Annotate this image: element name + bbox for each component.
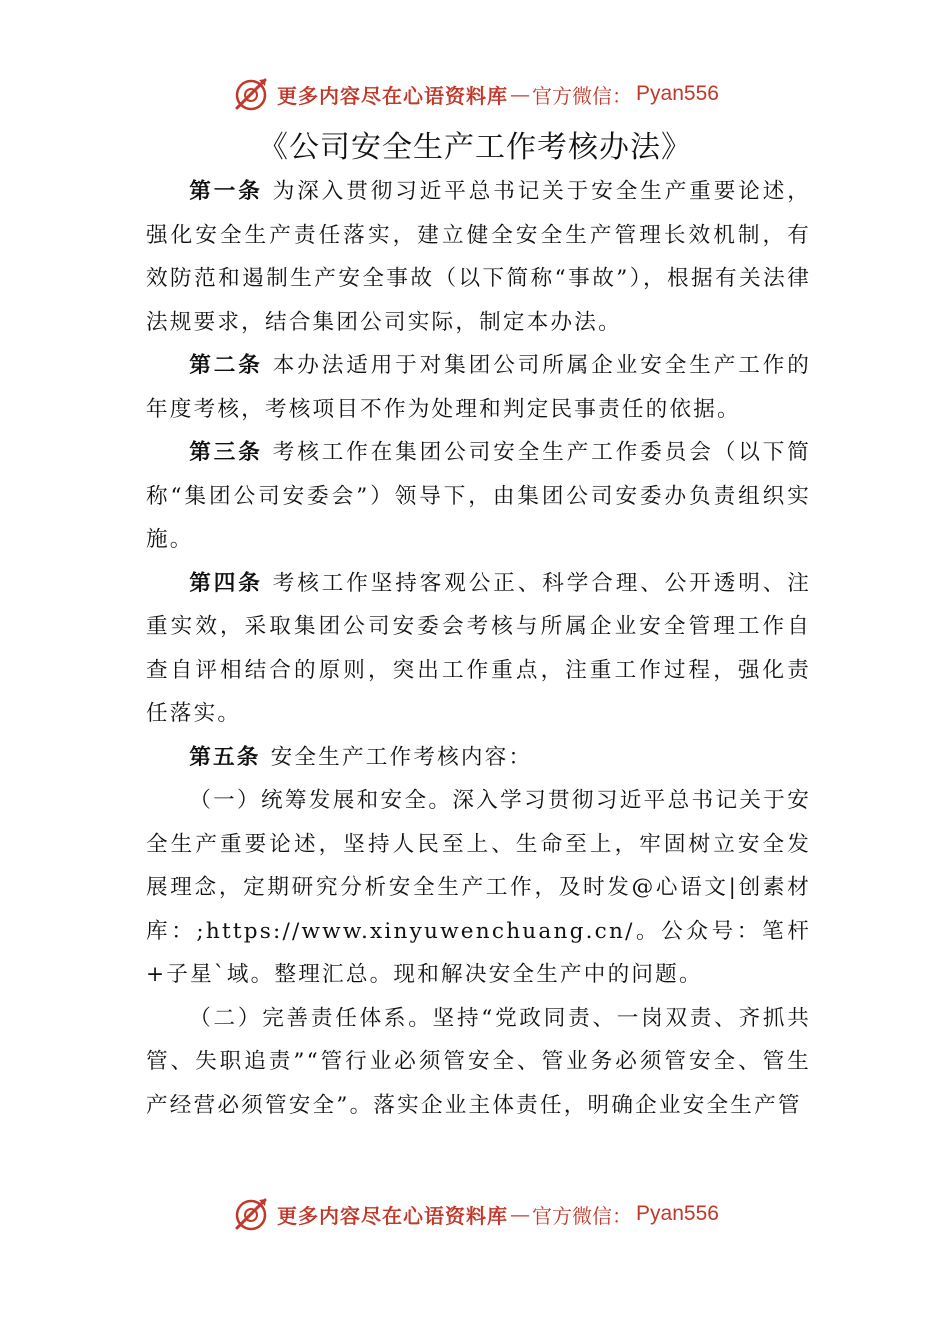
clause-2 bbox=[146, 997, 811, 1128]
banner-wechat-label: 官方微信： bbox=[532, 83, 633, 108]
article-text: 考核工作坚持客观公正、科学合理、公开透明、注重实效，采取集团公司安委会考核与所属企业安全管理工作自查自评相结合的原则，突出工作重点，注重工作过程，强化责任落实。 bbox=[146, 570, 812, 726]
article-label: 第一条 bbox=[189, 179, 263, 204]
article-5 bbox=[146, 736, 811, 780]
article-label: 第二条 bbox=[189, 353, 263, 378]
article-3 bbox=[146, 431, 811, 562]
header-banner bbox=[0, 70, 950, 118]
banner-wechat-id: Pyan556 bbox=[636, 82, 719, 105]
logo-icon bbox=[231, 74, 271, 114]
article-1 bbox=[146, 170, 811, 344]
banner-text: 更多内容尽在心语资料库 bbox=[277, 1203, 509, 1228]
document-title: 《公司安全生产工作考核办法》 bbox=[258, 130, 692, 165]
article-label: 第五条 bbox=[189, 744, 261, 770]
article-label: 第三条 bbox=[189, 440, 263, 465]
clause-1 bbox=[146, 779, 811, 997]
banner-wechat-id: Pyan556 bbox=[636, 1202, 719, 1225]
banner-wechat-label: 官方微信： bbox=[532, 1203, 633, 1228]
banner-separator: — bbox=[510, 82, 531, 106]
article-text: 安全生产工作考核内容： bbox=[270, 744, 533, 770]
article-label: 第四条 bbox=[189, 570, 263, 596]
banner-separator: — bbox=[510, 1202, 531, 1226]
article-text: 本办法适用于对集团公司所属企业安全生产工作的年度考核，考核项目不作为处理和判定民事责任的依据。 bbox=[146, 353, 812, 422]
footer-banner bbox=[0, 1190, 950, 1238]
article-text: 考核工作在集团公司安全生产工作委员会（以下简称“集团公司安委会”）领导下，由集团公司安委办负责组织实施。 bbox=[146, 440, 812, 552]
article-2 bbox=[146, 344, 811, 431]
clause-text: （一）统筹发展和安全。深入学习贯彻习近平总书记关于安全生产重要论述，坚持人民至上、生命至上，牢固树立安全发展理念，定期研究分析安全生产工作，及时发@心语文|创素材库：;https://www.xinyuwenchuang.cn/。公众号：笔杆+子星`域。整理汇总。现和解决安全生产中的问题。 bbox=[146, 788, 811, 987]
banner-text: 更多内容尽在心语资料库 bbox=[277, 83, 509, 108]
logo-icon bbox=[231, 1194, 271, 1234]
article-text: 为深入贯彻习近平总书记关于安全生产重要论述，强化安全生产责任落实，建立健全安全生产管理长效机制，有效防范和遏制生产安全事故（以下简称“事故”），根据有关法律法规要求，结合集团公司实际，制定本办法。 bbox=[146, 179, 812, 335]
article-4 bbox=[146, 562, 811, 736]
clause-text: （二）完善责任体系。坚持“党政同责、一岗双责、齐抓共管、失职追责”“管行业必须管安全、管业务必须管安全、管生产经营必须管安全”。落实企业主体责任，明确企业安全生产管 bbox=[146, 1005, 811, 1118]
document-body bbox=[146, 170, 811, 1127]
